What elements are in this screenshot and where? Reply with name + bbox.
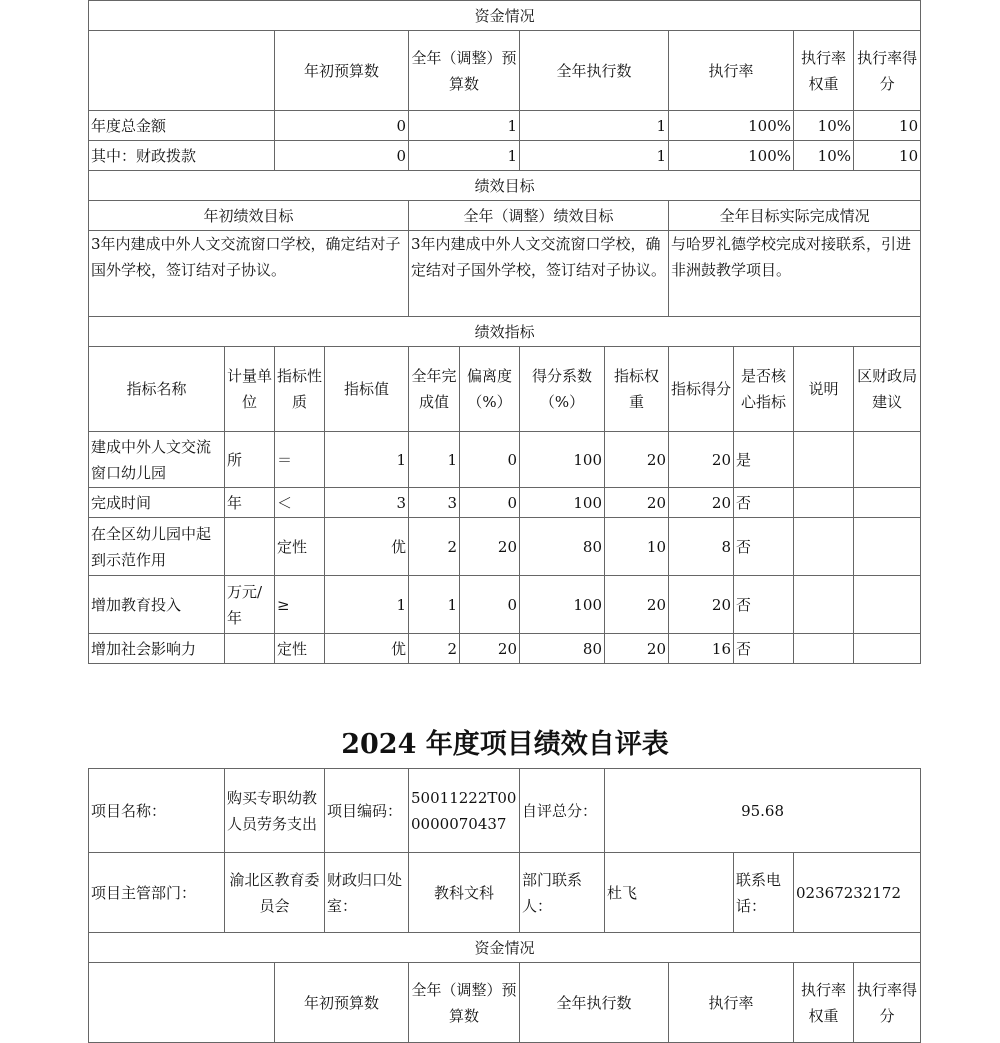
indicators-section-title: 绩效指标 — [89, 317, 921, 347]
indicator-cell: 100 — [520, 432, 605, 488]
indicator-header: 偏离度（%） — [460, 347, 520, 432]
funding-header: 全年（调整）预算数 — [409, 31, 520, 111]
indicator-cell: 年 — [225, 488, 275, 518]
funding-row: 其中：财政拨款 0 1 1 100% 10% 10 — [89, 141, 921, 171]
target-actual: 与哈罗礼德学校完成对接联系，引进非洲鼓教学项目。 — [669, 231, 921, 317]
indicator-row — [89, 432, 921, 488]
indicator-cell: 建成中外人文交流窗口幼儿园 — [89, 432, 225, 488]
self-score: 95.68 — [605, 769, 921, 853]
indicator-cell: 增加教育投入 — [89, 576, 225, 634]
indicator-row — [89, 518, 921, 576]
indicator-cell: 100 — [520, 488, 605, 518]
contact-phone: 02367232172 — [794, 853, 921, 933]
indicator-cell — [854, 518, 921, 576]
indicator-cell: 2 — [409, 634, 460, 664]
indicator-cell: 在全区幼儿园中起到示范作用 — [89, 518, 225, 576]
indicator-cell: 8 — [669, 518, 734, 576]
funding-section-title: 资金情况 — [89, 1, 921, 31]
indicator-cell — [794, 634, 854, 664]
funding-header: 全年执行数 — [520, 963, 669, 1043]
indicator-cell: 20 — [460, 634, 520, 664]
indicator-header: 指标权重 — [605, 347, 669, 432]
targets-header: 年初绩效目标 — [89, 201, 409, 231]
funding-header: 全年执行数 — [520, 31, 669, 111]
indicator-header: 指标名称 — [89, 347, 225, 432]
indicator-cell — [854, 634, 921, 664]
targets-header: 全年目标实际完成情况 — [669, 201, 921, 231]
indicator-row — [89, 488, 921, 518]
target-adjusted: 3年内建成中外人文交流窗口学校，确定结对子国外学校，签订结对子协议。 — [409, 231, 669, 317]
indicator-cell: 20 — [669, 576, 734, 634]
indicator-header: 全年完成值 — [409, 347, 460, 432]
indicator-cell: 20 — [605, 488, 669, 518]
target-initial: 3年内建成中外人文交流窗口学校，确定结对子国外学校，签订结对子协议。 — [89, 231, 409, 317]
indicator-cell: 20 — [605, 432, 669, 488]
indicator-cell: 是 — [734, 432, 794, 488]
indicator-cell: 优 — [325, 634, 409, 664]
indicator-header: 得分系数（%） — [520, 347, 605, 432]
funding-header: 执行率得分 — [854, 963, 921, 1043]
project-code: 50011222T000000070437 — [409, 769, 520, 853]
project-table: 项目名称： 购买专职幼教人员劳务支出 项目编码： 50011222T000000070437 自评总分： 95.68 项目主管部门： 渝北区教育委员会 财政归口处室： 教科文科 部门联系人： 杜飞 联系电话： 02367232172 资金情况 年初预算数 全年（调整）预算数 全年执行数 执行率 执行率权重 执行率得分 — [88, 768, 921, 1043]
indicator-cell: 1 — [409, 576, 460, 634]
indicator-cell: 10 — [605, 518, 669, 576]
indicator-cell: 1 — [325, 432, 409, 488]
indicator-cell: 20 — [605, 576, 669, 634]
funding-section-title: 资金情况 — [89, 933, 921, 963]
indicator-cell: 万元/年 — [225, 576, 275, 634]
indicator-cell: 16 — [669, 634, 734, 664]
page-title: 2024 年度项目绩效自评表 — [341, 729, 669, 760]
indicator-cell: 否 — [734, 488, 794, 518]
indicator-cell: 20 — [669, 432, 734, 488]
indicator-cell: 0 — [460, 432, 520, 488]
indicator-cell: 80 — [520, 634, 605, 664]
project-name: 购买专职幼教人员劳务支出 — [225, 769, 325, 853]
indicator-cell: 3 — [325, 488, 409, 518]
performance-table — [88, 0, 921, 664]
indicator-row — [89, 576, 921, 634]
indicator-cell — [225, 634, 275, 664]
indicator-cell: 否 — [734, 634, 794, 664]
indicator-header: 是否核心指标 — [734, 347, 794, 432]
indicator-cell: 增加社会影响力 — [89, 634, 225, 664]
funding-header: 年初预算数 — [275, 31, 409, 111]
indicator-cell — [854, 432, 921, 488]
indicator-cell: 优 — [325, 518, 409, 576]
indicator-cell — [794, 518, 854, 576]
indicator-cell: 20 — [605, 634, 669, 664]
indicator-cell — [854, 576, 921, 634]
indicator-cell: ＝ — [275, 432, 325, 488]
indicator-cell — [225, 518, 275, 576]
indicator-cell — [854, 488, 921, 518]
indicator-row — [89, 634, 921, 664]
indicator-cell: 0 — [460, 576, 520, 634]
indicator-cell: 100 — [520, 576, 605, 634]
indicator-cell: 1 — [325, 576, 409, 634]
funding-header: 执行率 — [669, 963, 794, 1043]
indicator-cell: 3 — [409, 488, 460, 518]
indicator-header: 指标性质 — [275, 347, 325, 432]
finance-office: 教科文科 — [409, 853, 520, 933]
indicator-cell — [794, 432, 854, 488]
funding-row: 年度总金额 0 1 1 100% 10% 10 — [89, 111, 921, 141]
funding-header: 执行率 — [669, 31, 794, 111]
indicator-cell: ≥ — [275, 576, 325, 634]
indicator-header: 说明 — [794, 347, 854, 432]
indicator-header: 指标得分 — [669, 347, 734, 432]
indicator-cell: 20 — [460, 518, 520, 576]
indicator-cell: 0 — [460, 488, 520, 518]
funding-header: 年初预算数 — [275, 963, 409, 1043]
funding-header: 执行率得分 — [854, 31, 921, 111]
indicator-cell: 否 — [734, 576, 794, 634]
indicator-cell: ＜ — [275, 488, 325, 518]
indicator-cell: 定性 — [275, 518, 325, 576]
indicator-header: 区财政局建议 — [854, 347, 921, 432]
indicator-cell: 否 — [734, 518, 794, 576]
indicator-cell — [794, 576, 854, 634]
targets-header: 全年（调整）绩效目标 — [409, 201, 669, 231]
indicator-cell: 1 — [409, 432, 460, 488]
project-dept: 渝北区教育委员会 — [225, 853, 325, 933]
funding-header: 执行率权重 — [794, 963, 854, 1043]
indicator-cell: 完成时间 — [89, 488, 225, 518]
funding-header: 执行率权重 — [794, 31, 854, 111]
indicator-cell: 2 — [409, 518, 460, 576]
indicator-header: 指标值 — [325, 347, 409, 432]
indicator-cell — [794, 488, 854, 518]
indicator-cell: 20 — [669, 488, 734, 518]
indicator-cell: 所 — [225, 432, 275, 488]
indicator-header: 计量单位 — [225, 347, 275, 432]
indicator-cell: 定性 — [275, 634, 325, 664]
targets-section-title: 绩效目标 — [89, 171, 921, 201]
funding-header: 全年（调整）预算数 — [409, 963, 520, 1043]
indicator-cell: 80 — [520, 518, 605, 576]
contact-person: 杜飞 — [605, 853, 734, 933]
